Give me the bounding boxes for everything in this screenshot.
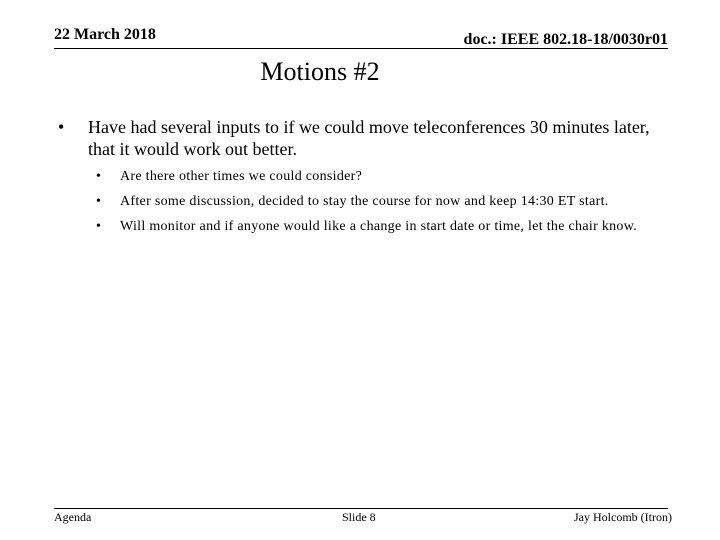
slide-title: Motions #2 <box>260 57 380 86</box>
footer-author: Jay Holcomb (Itron) <box>574 510 672 524</box>
sub-bullet <box>96 217 666 236</box>
bullet-marker: • <box>96 219 102 234</box>
header-divider <box>54 48 668 49</box>
sub-bullet-text: Are there other times we could consider? <box>120 169 363 184</box>
footer-divider <box>54 508 668 509</box>
sub-bullet-text: After some discussion, decided to stay the course for now and keep 14:30 ET start. <box>120 194 609 209</box>
sub-bullet-text: Will monitor and if anyone would like a change in start date or time, let the chair know. <box>120 219 638 234</box>
header-date: 22 March 2018 <box>54 26 156 43</box>
footer-slide-number: Slide 8 <box>342 510 376 524</box>
main-bullet-text: Have had several inputs to if we could move teleconferences 30 minutes later, that it would work out better. <box>88 117 650 159</box>
header-doc-id: doc.: IEEE 802.18-18/0030r01 <box>463 31 668 48</box>
bullet-marker: • <box>96 169 102 184</box>
main-bullet <box>58 116 658 160</box>
footer-section: Agenda <box>54 510 92 524</box>
sub-bullet <box>96 167 666 186</box>
bullet-marker: • <box>58 117 65 137</box>
sub-bullet <box>96 192 666 211</box>
bullet-marker: • <box>96 194 102 209</box>
sub-bullet-list <box>96 167 666 242</box>
